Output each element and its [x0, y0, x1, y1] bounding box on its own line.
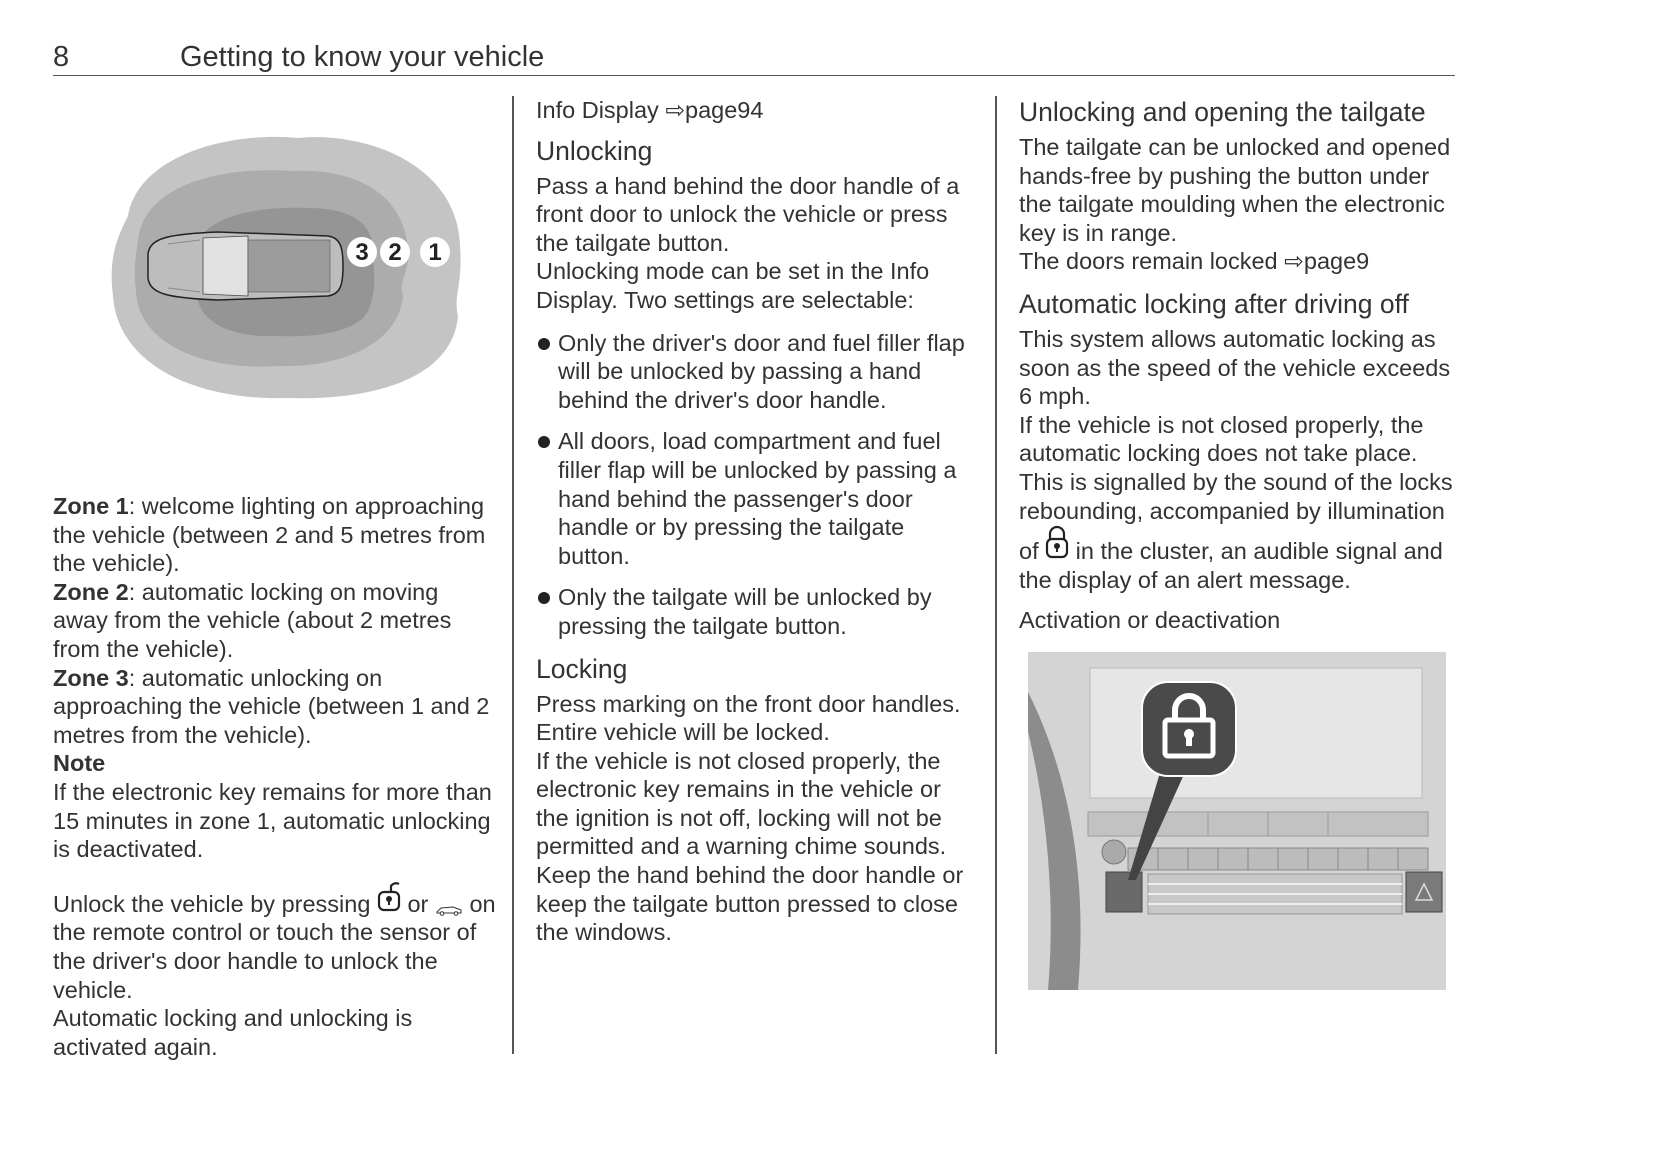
locking-paragraph: Press marking on the front door handles. Entire vehicle will be locked. — [536, 690, 961, 746]
arrow-reference-icon: ⇨ — [1284, 248, 1304, 275]
shortcut-buttons-row — [1088, 812, 1428, 836]
reactivation-text: Automatic locking and unlocking is activated again. — [53, 1005, 413, 1060]
note-heading: Note — [53, 750, 106, 777]
unlocking-heading: Unlocking — [536, 135, 653, 166]
car-outline-icon — [435, 904, 463, 916]
unlock-instructions: Unlock the vehicle by pressing or on the remote control or touch the sensor of the driver's door handle to unlock the vehicle. — [53, 878, 498, 1004]
dashboard-lock-button-illustration — [1028, 652, 1446, 990]
note-text: If the electronic key remains for more than 15 minutes in zone 1, automatic unlocking is deactivated. — [53, 778, 492, 863]
svg-text:1: 1 — [428, 239, 442, 266]
list-item: All doors, load compartment and fuel filler flap will be unlocked by passing a hand behind the passenger's door handle or by pressing the tailgate button. — [536, 427, 976, 570]
zone-descriptions — [53, 492, 498, 1061]
unlocking-paragraph: Pass a hand behind the door handle of a front door to unlock the vehicle or press the tailgate button. — [536, 172, 960, 256]
doors-locked-reference: The doors remain locked ⇨page9 — [1019, 248, 1370, 275]
zone-2-description: Zone 2: automatic locking on moving away from the vehicle (about 2 metres from the vehicle). — [53, 578, 452, 662]
unlocking-mode-paragraph: Unlocking mode can be set in the Info Display. Two settings are selectable: — [536, 258, 930, 313]
infotainment-screen — [1090, 668, 1422, 798]
list-item: Only the driver's door and fuel filler flap will be unlocked by passing a hand behind the driver's door handle. — [536, 329, 976, 415]
zone-3-description: Zone 3: automatic unlocking on approaching the vehicle (between 1 and 2 metres from the vehicle). — [53, 664, 490, 748]
page-title: Getting to know your vehicle — [180, 41, 545, 73]
zone-marker-2 — [380, 237, 410, 267]
column-2 — [536, 96, 976, 947]
locking-heading: Locking — [536, 653, 628, 684]
column-divider — [512, 96, 514, 1054]
page-link[interactable]: page9 — [1303, 248, 1370, 275]
svg-text:3: 3 — [355, 239, 369, 266]
autolock-heading: Automatic locking after driving off — [1019, 288, 1409, 319]
unlock-padlock-icon — [377, 878, 401, 914]
autolock-failure-paragraph: If the vehicle is not closed properly, the automatic locking does not take place. This is signalled by the sound of the locks rebounding, accompanied by illumination of in the cluster, an audible signal and the display of an alert message. — [1019, 411, 1453, 593]
unlocking-options-list — [536, 329, 976, 641]
tailgate-heading: Unlocking and opening the tailgate — [1019, 97, 1426, 127]
list-item: Only the tailgate will be unlocked by pressing the tailgate button. — [536, 583, 976, 640]
tailgate-paragraph: The tailgate can be unlocked and opened hands-free by pushing the button under the tailgate moulding when the electronic key is in range. — [1019, 134, 1451, 246]
activation-heading: Activation or deactivation — [1019, 607, 1281, 634]
column-divider — [995, 96, 997, 1054]
autolock-paragraph: This system allows automatic locking as soon as the speed of the vehicle exceeds 6 mph. — [1019, 325, 1451, 410]
hazard-button — [1406, 872, 1442, 912]
car-top-view — [148, 232, 343, 300]
info-display-reference: Info Display ⇨page94 — [536, 97, 764, 123]
column-1 — [53, 96, 498, 1061]
zone-marker-1 — [420, 237, 450, 267]
arrow-reference-icon: ⇨ — [665, 97, 686, 123]
page-number: 8 — [53, 41, 70, 73]
svg-text:2: 2 — [388, 239, 402, 266]
volume-knob — [1102, 840, 1126, 864]
locking-windows-paragraph: Keep the hand behind the door handle or keep the tailgate button pressed to close the windows. — [536, 862, 964, 946]
page-header — [53, 40, 1455, 76]
page-link[interactable]: page94 — [685, 97, 764, 123]
zone-marker-3 — [347, 237, 377, 267]
locking-warning-paragraph: If the vehicle is not closed properly, the electronic key remains in the vehicle or the ignition is not off, locking will not be permitted and a warning chime sounds. — [536, 747, 947, 860]
keyless-zones-diagram — [108, 126, 468, 406]
zone-figure-wrapper — [53, 96, 498, 492]
locked-padlock-icon — [1045, 525, 1069, 561]
column-3 — [1019, 96, 1459, 997]
zone-1-description: Zone 1: welcome lighting on approaching the vehicle (between 2 and 5 metres from the vehicle). — [53, 493, 486, 577]
